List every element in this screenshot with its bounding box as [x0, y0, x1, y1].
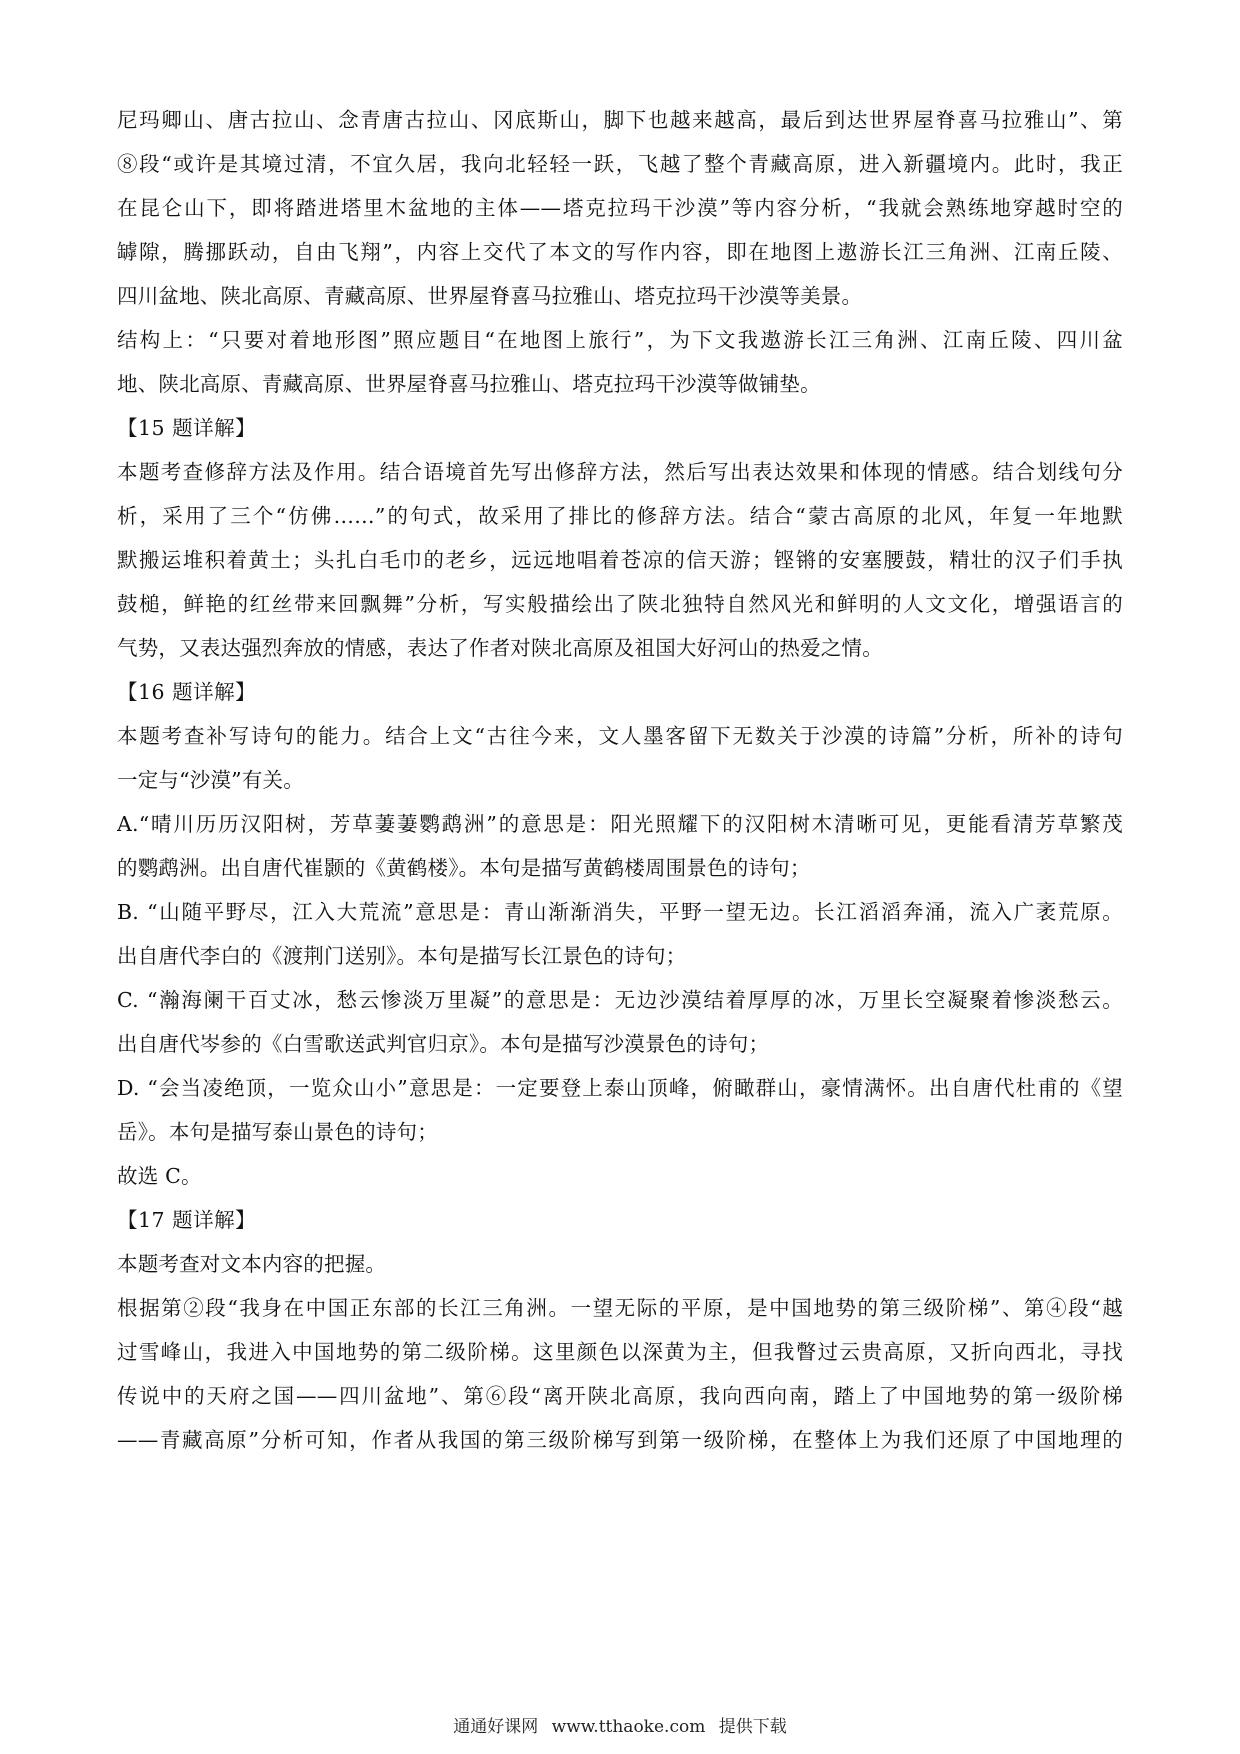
page-footer: [0, 1712, 1240, 1737]
text-line: 气势，又表达强烈奔放的情感，表达了作者对陕北高原及祖国大好河山的热爱之情。: [117, 636, 883, 660]
text-line: 过雪峰山，我进入中国地势的第二级阶梯。这里颜色以深黄为主，但我瞥过云贵高原，又折向西北，寻找: [117, 1340, 1123, 1364]
text-line: B. “山随平野尽，江入大荒流”意思是：青山渐渐消失，平野一望无边。长江滔滔奔涌，流入广袤荒原。: [117, 900, 1123, 924]
text-line: 一定与“沙漠”有关。: [117, 768, 304, 792]
section-heading: 【17 题详解】: [117, 1208, 257, 1232]
section-heading: 【15 题详解】: [117, 416, 257, 440]
text-line: C. “瀚海阑干百丈冰，愁云惨淡万里凝”的意思是：无边沙漠结着厚厚的冰，万里长空凝聚着惨淡愁云。: [117, 988, 1123, 1012]
text-line: 岳》。本句是描写泰山景色的诗句；: [117, 1120, 438, 1144]
text-line: 鼓槌，鲜艳的红丝带来回飘舞”分析，写实般描绘出了陕北独特自然风光和鲜明的人文文化，增强语言的: [117, 592, 1123, 616]
text-line: 默搬运堆积着黄土；头扎白毛巾的老乡，远远地唱着苍凉的信天游；铿锵的安塞腰鼓，精壮的汉子们手执: [117, 548, 1123, 572]
footer-suffix: 提供下载: [718, 1717, 787, 1737]
text-line: ⑧段“或许是其境过清，不宜久居，我向北轻轻一跃，飞越了整个青藏高原，进入新疆境内。此时，我正: [117, 152, 1123, 176]
text-line: 传说中的天府之国——四川盆地”、第⑥段“离开陕北高原，我向西向南，踏上了中国地势的第一级阶梯: [117, 1384, 1123, 1408]
text-line: 四川盆地、陕北高原、青藏高原、世界屋脊喜马拉雅山、塔克拉玛干沙漠等美景。: [117, 284, 863, 308]
text-line: ——青藏高原”分析可知，作者从我国的第三级阶梯写到第一级阶梯，在整体上为我们还原了中国地理的: [117, 1428, 1123, 1452]
text-line: A.“晴川历历汉阳树，芳草萋萋鹦鹉洲”的意思是：阳光照耀下的汉阳树木清晰可见，更能看清芳草繁茂: [117, 812, 1123, 836]
text-line: 结构上：“只要对着地形图”照应题目“在地图上旅行”，为下文我遨游长江三角洲、江南丘陵、四川盆: [117, 328, 1123, 352]
text-line: D. “会当凌绝顶，一览众山小”意思是：一定要登上泰山顶峰，俯瞰群山，豪情满怀。出自唐代杜甫的《望: [117, 1076, 1123, 1100]
text-line: 在昆仑山下，即将踏进塔里木盆地的主体——塔克拉玛干沙漠”等内容分析，“我就会熟练地穿越时空的: [117, 196, 1123, 220]
text-line: 本题考查对文本内容的把握。: [117, 1252, 387, 1276]
text-line: 出自唐代岑参的《白雪歌送武判官归京》。本句是描写沙漠景色的诗句；: [117, 1032, 770, 1056]
footer-site-name: 通通好课网: [453, 1717, 539, 1737]
text-line: 本题考查修辞方法及作用。结合语境首先写出修辞方法，然后写出表达效果和体现的情感。结合划线句分: [117, 460, 1123, 484]
section-heading: 【16 题详解】: [117, 680, 257, 704]
text-line: 根据第②段“我身在中国正东部的长江三角洲。一望无际的平原，是中国地势的第三级阶梯”、第④段“越: [117, 1296, 1123, 1320]
text-line: 的鹦鹉洲。出自唐代崔颢的《黄鹤楼》。本句是描写黄鹤楼周围景色的诗句；: [117, 856, 811, 880]
text-line: 尼玛卿山、唐古拉山、念青唐古拉山、冈底斯山，脚下也越来越高，最后到达世界屋脊喜马拉雅山”、第: [117, 108, 1123, 132]
footer-url[interactable]: www.tthaoke.com: [551, 1717, 706, 1737]
text-line: 地、陕北高原、青藏高原、世界屋脊喜马拉雅山、塔克拉玛干沙漠等做铺垫。: [117, 372, 821, 396]
text-line: 故选 C。: [117, 1164, 202, 1188]
document-body: [117, 98, 1123, 1462]
text-line: 罅隙，腾挪跃动，自由飞翔”，内容上交代了本文的写作内容，即在地图上遨游长江三角洲、江南丘陵、: [117, 240, 1123, 264]
text-line: 析，采用了三个“仿佛……”的句式，故采用了排比的修辞方法。结合“蒙古高原的北风，年复一年地默: [117, 504, 1123, 528]
text-line: 本题考查补写诗句的能力。结合上文“古往今来，文人墨客留下无数关于沙漠的诗篇”分析，所补的诗句: [117, 724, 1123, 748]
text-line: 出自唐代李白的《渡荆门送别》。本句是描写长江景色的诗句；: [117, 944, 687, 968]
